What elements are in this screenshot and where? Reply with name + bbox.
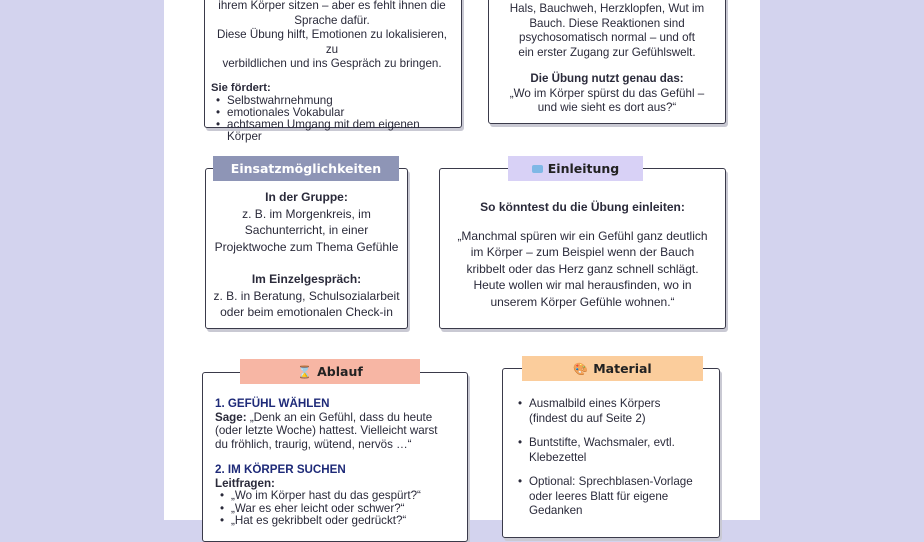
list-item: • emotionales Vokabular xyxy=(211,107,453,119)
list-item: • „Hat es gekribbelt oder gedrückt?“ xyxy=(215,515,459,528)
worksheet-page xyxy=(164,0,760,527)
foerdert-heading: Sie fördert: xyxy=(211,81,271,94)
list-item: • Buntstifte, Wachsmaler, evtl. Klebezettel xyxy=(513,436,713,465)
einleitung-heading: So könntest du die Übung einleiten: xyxy=(480,200,685,214)
list-item: • Selbstwahrnehmung xyxy=(211,95,453,107)
einleitung-label: Einleitung xyxy=(508,156,643,181)
step2-prefix: Leitfragen: xyxy=(215,476,275,490)
einsatz-label: Einsatzmöglichkeiten xyxy=(213,156,399,181)
uebung-heading: Die Übung nutzt genau das: xyxy=(530,72,684,85)
step1-prefix: Sage: xyxy=(215,410,247,424)
ablauf-label: ⌛ Ablauf xyxy=(240,359,420,384)
speech-bubble-icon xyxy=(532,165,543,173)
material-label: 🎨 Material xyxy=(522,356,703,381)
palette-icon: 🎨 xyxy=(573,361,589,376)
step1-title: 1. GEFÜHL WÄHLEN xyxy=(215,397,330,410)
einleitung-box: So könntest du die Übung einleiten: „Manchmal spüren wir ein Gefühl ganz deutlich im Körper – zum Beispiel wenn der Bauch kribbelt oder das Herz ganz schnell schlägt. Heute wollen wir mal herausfinden, wo in unserem Körper Gefühle wohnen.“ xyxy=(439,168,726,329)
list-item: • „Wo im Körper hast du das gespürt?“ xyxy=(215,490,459,503)
einsatz-box: In der Gruppe: z. B. im Morgenkreis, im Sachunterricht, in einer Projektwoche zum Thema Gefühle Im Einzelgespräch: z. B. in Beratung, Schulsozialarbeit oder beim emotionalen Check-in xyxy=(205,168,408,329)
list-item: • „War es eher leicht oder schwer?“ xyxy=(215,503,459,516)
list-item: • Ausmalbild eines Körpers (findest du auf Seite 2) xyxy=(513,397,713,426)
group-heading: In der Gruppe: xyxy=(265,190,348,204)
list-item: • Optional: Sprechblasen-Vorlage oder leeres Blatt für eigene Gedanken xyxy=(513,475,713,519)
body-reaction-box: Hals, Bauchweh, Herzklopfen, Wut im Bauch. Diese Reaktionen sind psychosomatisch normal – und oft ein erster Zugang zur Gefühlswelt. Die Übung nutzt genau das: „Wo im Körper spürst du das Gefühl – und wie sieht es dort aus?“ xyxy=(488,0,726,124)
list-item: • achtsamen Umgang mit dem eigenen Körper xyxy=(211,119,453,143)
hourglass-icon: ⌛ xyxy=(297,364,313,379)
material-box xyxy=(502,368,720,538)
single-heading: Im Einzelgespräch: xyxy=(251,272,362,286)
foerdert-list xyxy=(211,95,453,143)
body-reaction-text: Hals, Bauchweh, Herzklopfen, Wut im Bauch. Diese Reaktionen sind psychosomatisch normal – und oft ein erster Zugang zur Gefühlswelt. xyxy=(509,2,705,59)
material-list xyxy=(513,397,713,519)
intro-text: ihrem Körper sitzen – aber es fehlt ihnen die Sprache dafür. Diese Übung hilft, Emotionen zu lokalisieren, zu verbildlichen und ins Gespräch zu bringen. xyxy=(216,0,448,70)
leitfragen-list xyxy=(215,490,459,528)
intro-box xyxy=(204,0,462,143)
step2-title: 2. IM KÖRPER SUCHEN xyxy=(215,463,346,476)
ablauf-box: 1. GEFÜHL WÄHLEN Sage: „Denk an ein Gefühl, dass du heute (oder letzte Woche) hattest. Vielleicht warst du fröhlich, traurig, wütend, nervös …“ 2. IM KÖRPER SUCHEN Leitfragen: • „Wo im Körper hast du das gespürt?“ • „War es eher leicht oder schwer?“ • „Hat es gekribbelt oder gedrückt?“ xyxy=(202,372,468,542)
